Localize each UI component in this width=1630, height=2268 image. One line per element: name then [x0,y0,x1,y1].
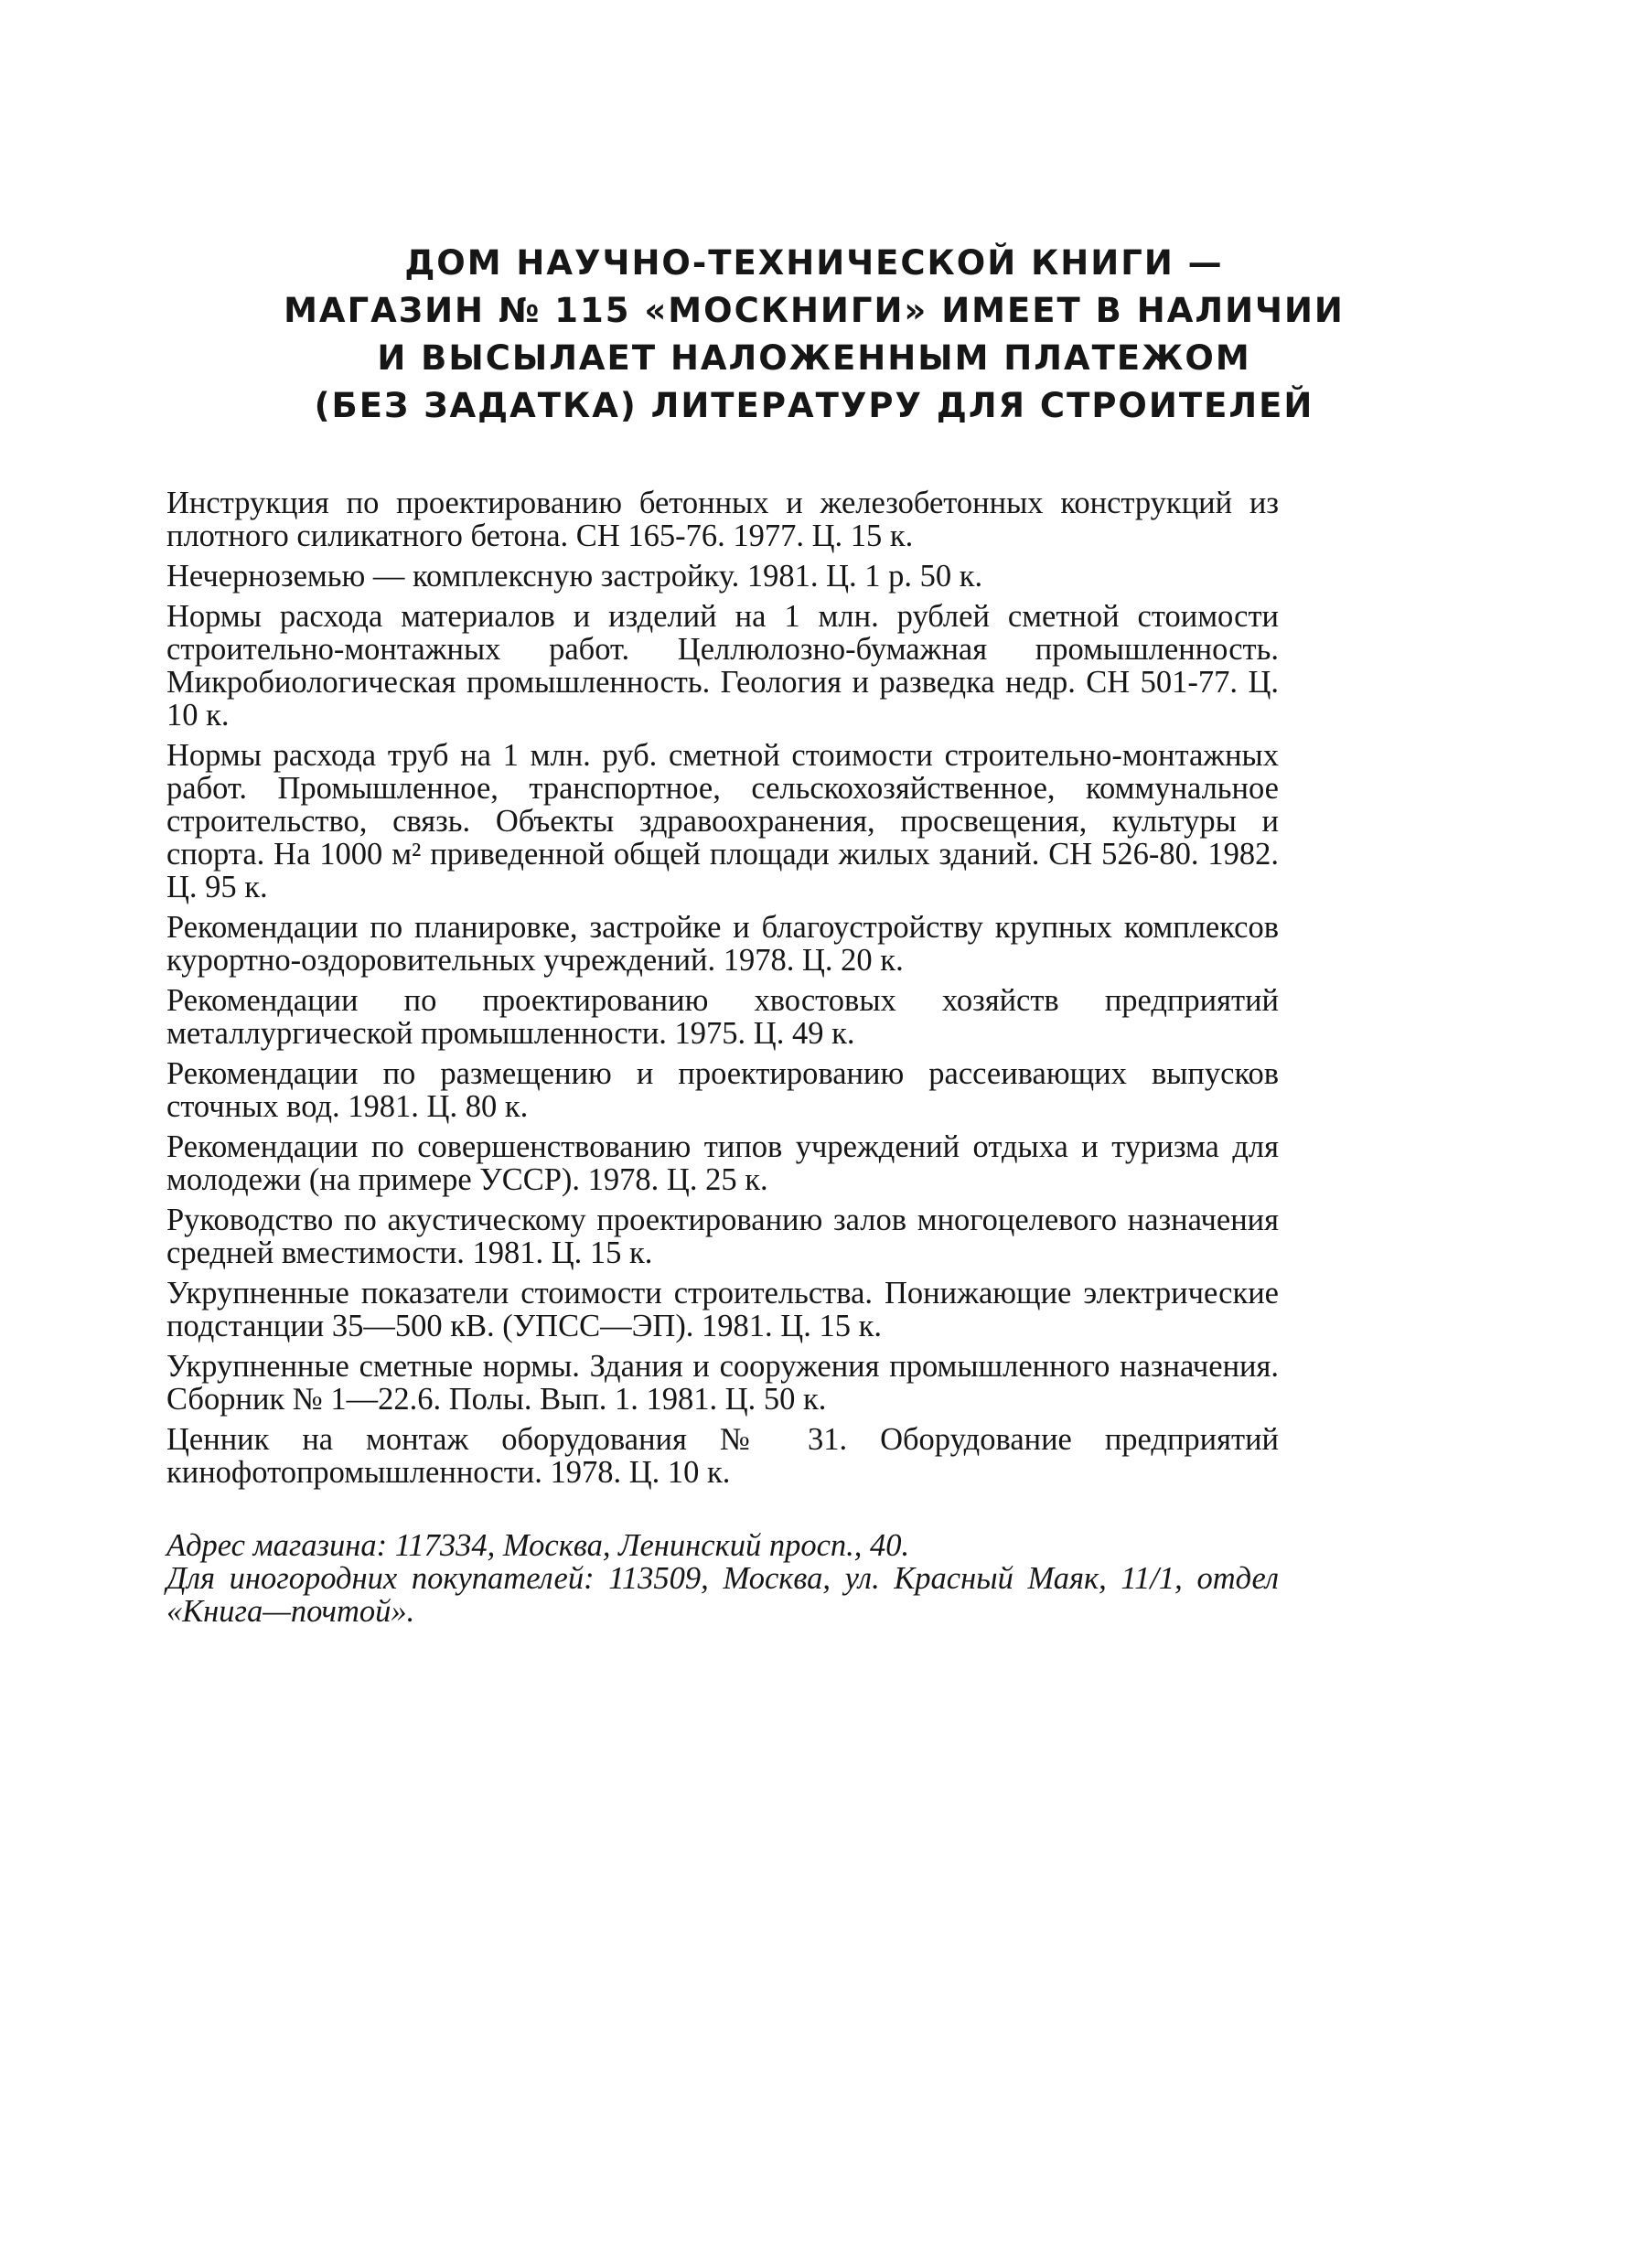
store-address [166,1529,1279,1628]
book-entry: Руководство по акустическому проектированию залов многоцелевого назначения средней вместимости. 1981. Ц. 15 к. [166,1203,1279,1270]
book-entry: Нормы расхода материалов и изделий на 1 млн. рублей сметной стоимости строительно-монтажных работ. Целлюлозно-бумажная промышленность. Микробиологическая промышленность. Геология и разведка недр. СН 501-77. Ц. 10 к. [166,599,1279,733]
heading-line: ДОМ НАУЧНО-ТЕХНИЧЕСКОЙ КНИГИ — [404,243,1224,283]
store-address-line: Адрес магазина: 117334, Москва, Ленинский просп., 40. [166,1528,910,1563]
book-entry: Инструкция по проектированию бетонных и железобетонных конструкций из плотного силикатного бетона. СН 165-76. 1977. Ц. 15 к. [166,486,1279,553]
book-entry: Укрупненные показатели стоимости строительства. Понижающие электрические подстанции 35—500 кВ. (УПСС—ЭП). 1981. Ц. 15 к. [166,1276,1279,1343]
book-entry: Рекомендации по планировке, застройке и благоустройству крупных комплексов курортно-оздоровительных учреждений. 1978. Ц. 20 к. [166,910,1279,978]
book-entry: Укрупненные сметные нормы. Здания и сооружения промышленного назначения. Сборник № 1—22.6. Полы. Вып. 1. 1981. Ц. 50 к. [166,1349,1279,1417]
book-entry: Нормы расхода труб на 1 млн. руб. сметной стоимости строительно-монтажных работ. Промышленное, транспортное, сельскохозяйственное, коммунальное строительство, связь. Объекты здравоохранения, просвещения, культуры и спорта. На 1000 м² приведенной общей площади жилых зданий. СН 526-80. 1982. Ц. 95 к. [166,738,1279,904]
mail-order-address: Для иногородних покупателей: 113509, Москва, ул. Красный Маяк, 11/1, отдел «Книга—почтой». [166,1561,1279,1629]
book-entry: Рекомендации по размещению и проектированию рассеивающих выпусков сточных вод. 1981. Ц. 80 к. [166,1056,1279,1124]
heading-line: (БЕЗ ЗАДАТКА) ЛИТЕРАТУРУ ДЛЯ СТРОИТЕЛЕЙ [314,386,1314,425]
book-entry: Ценник на монтаж оборудования № 31. Оборудование предприятий кинофотопромышленности. 1978. Ц. 10 к. [166,1422,1279,1490]
book-entry: Рекомендации по совершенствованию типов учреждений отдыха и туризма для молодежи (на примере УССР). 1978. Ц. 25 к. [166,1129,1279,1197]
book-entry: Рекомендации по проектированию хвостовых хозяйств предприятий металлургической промышленности. 1975. Ц. 49 к. [166,983,1279,1051]
book-entry: Нечерноземью — комплексную застройку. 1981. Ц. 1 р. 50 к. [166,559,983,594]
heading-line: И ВЫСЫЛАЕТ НАЛОЖЕННЫМ ПЛАТЕЖОМ [377,338,1251,378]
book-list [166,487,1279,1496]
heading-line: МАГАЗИН № 115 «МОСКНИГИ» ИМЕЕТ В НАЛИЧИИ [284,291,1345,330]
page-heading [165,240,1464,430]
